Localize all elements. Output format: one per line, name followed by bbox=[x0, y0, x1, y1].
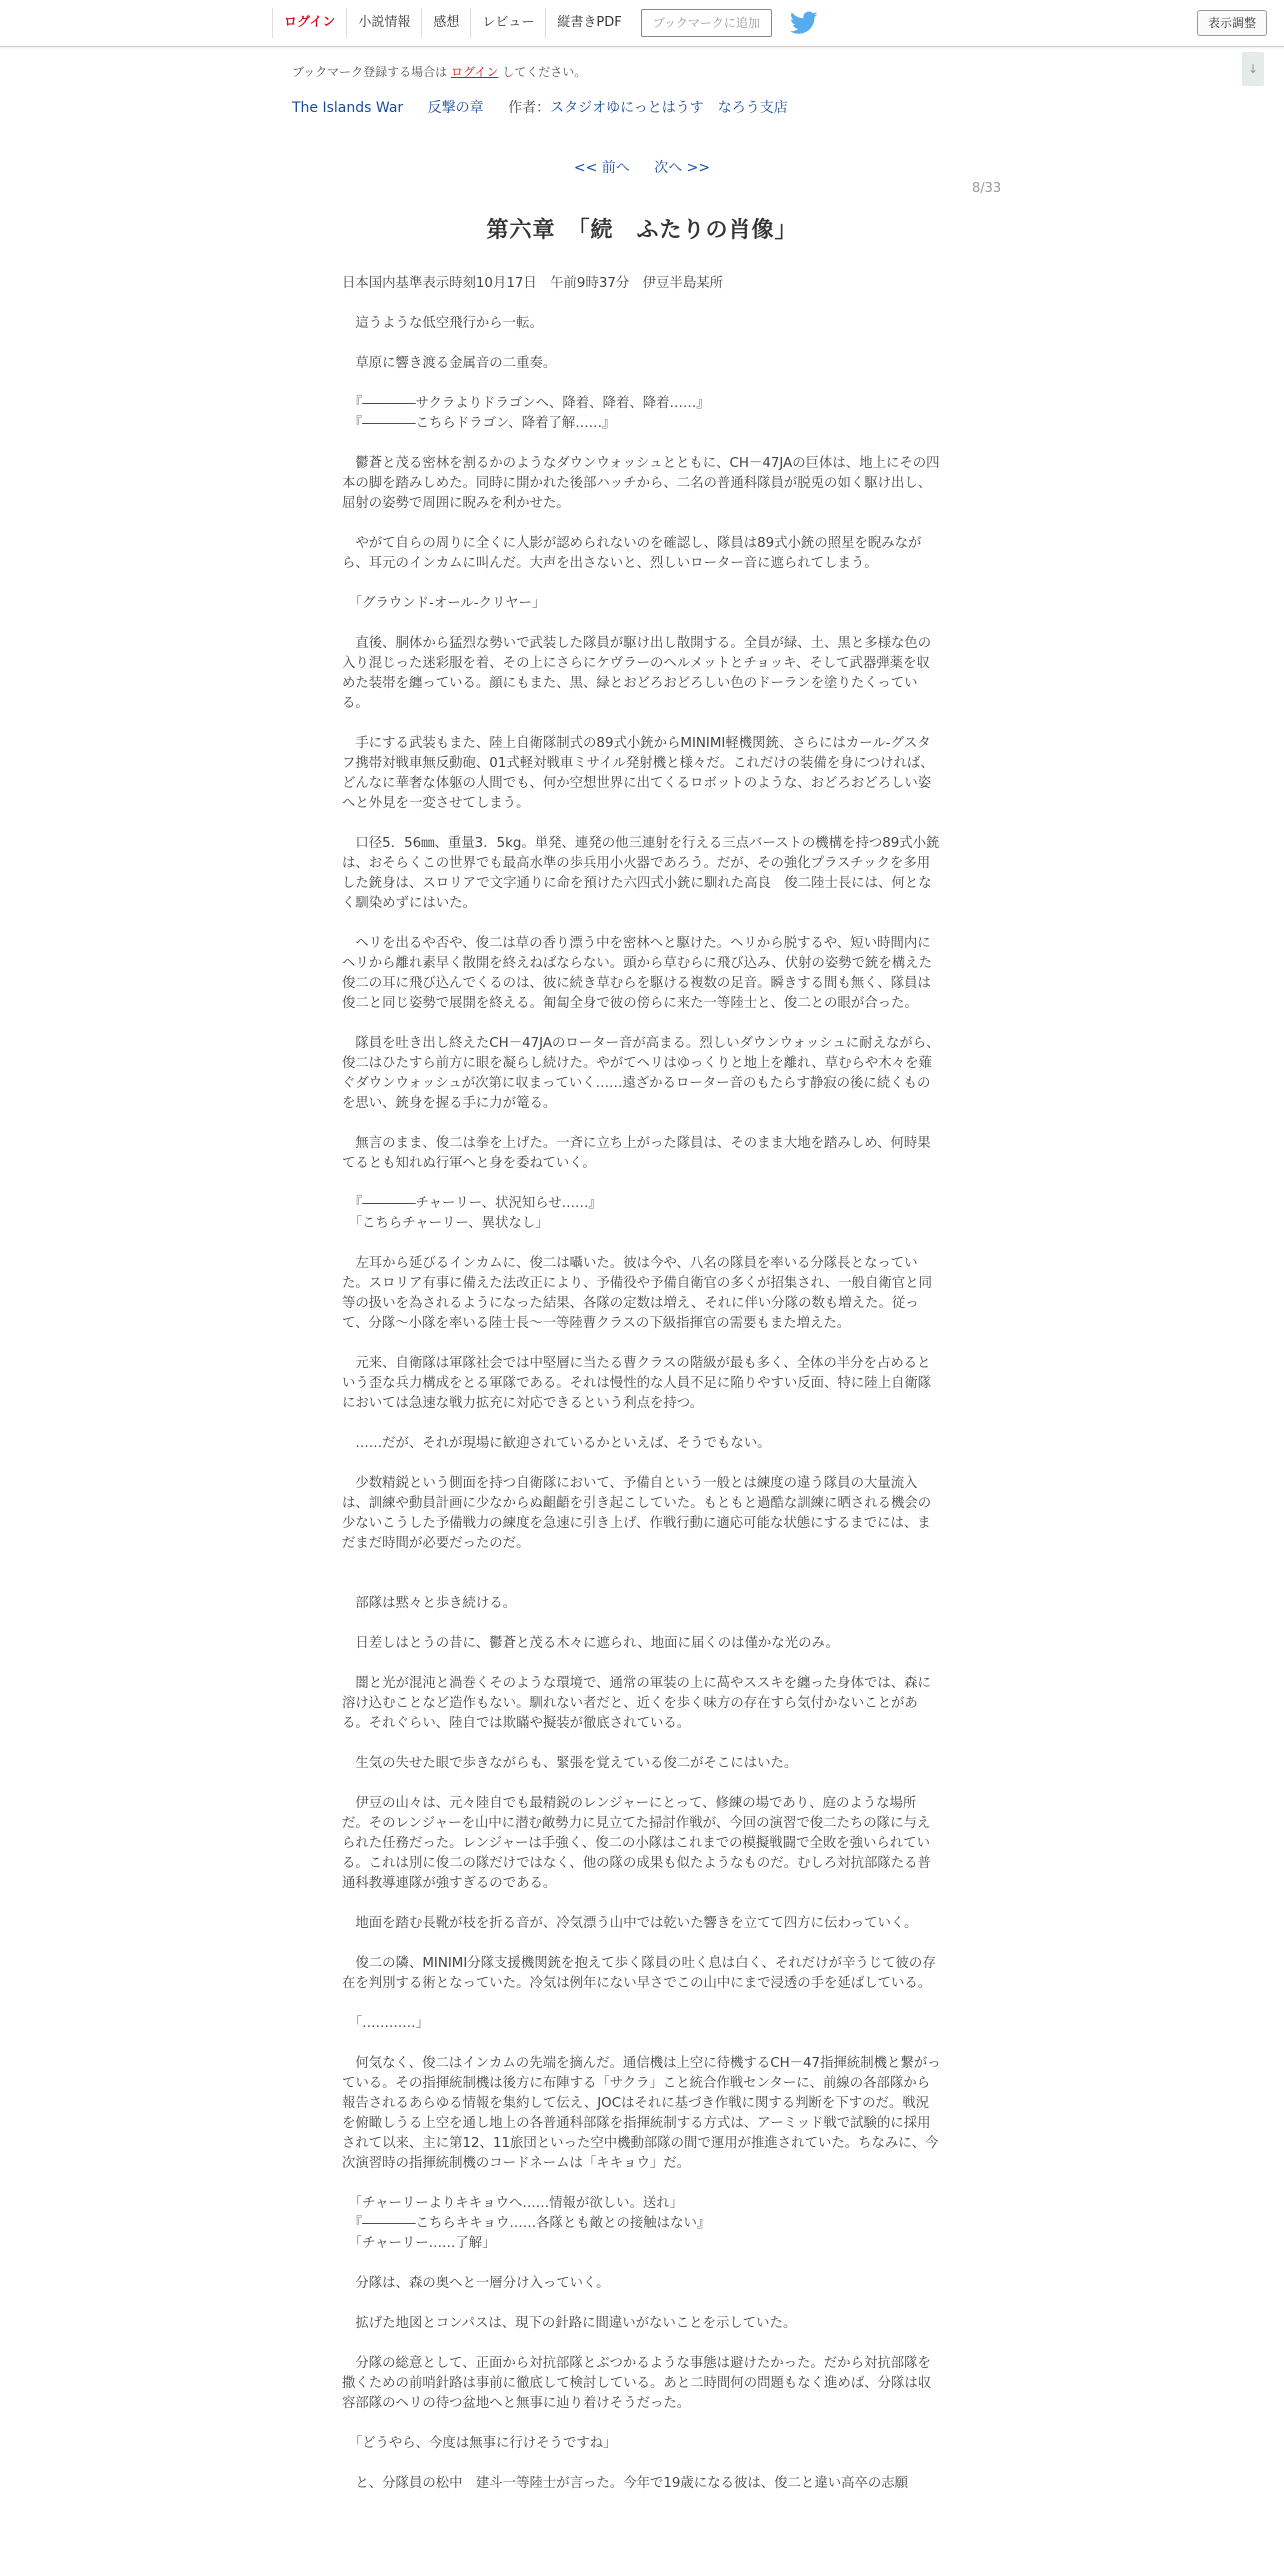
novel-paragraph: 『――――サクラよりドラゴンへ、降着、降着、降着……』 『――――こちらドラゴン、降着了解……』 bbox=[342, 396, 710, 431]
novel-paragraph: 分隊は、森の奥へと一層分け入っていく。 bbox=[342, 2276, 610, 2291]
display-settings-button[interactable]: 表示調整 bbox=[1197, 10, 1267, 36]
login-link[interactable]: ログイン bbox=[451, 65, 499, 79]
nav-review[interactable]: レビュー bbox=[470, 8, 545, 38]
novel-paragraph: 『――――チャーリー、状況知らせ……』 「こちらチャーリー、異状なし」 bbox=[342, 1196, 602, 1231]
nav-login[interactable]: ログイン bbox=[272, 8, 346, 38]
scroll-down-tab[interactable]: ↓ bbox=[1242, 52, 1264, 86]
novel-paragraph: 少数精鋭という側面を持つ自衛隊において、予備自という一般とは練度の違う隊員の大量流入は、訓練や動員計画に少なからぬ齟齬を引き起こしていた。もともと過酷な訓練に晒される機会の少ないこうした予備戦力の練度を急速に引き上げ、作戦行動に適応可能な状態にするまでには、まだまだ時間が必要だったのだ。 bbox=[342, 1476, 932, 1551]
chapter-link[interactable]: 反撃の章 bbox=[427, 100, 484, 116]
novel-paragraph: 無言のまま、俊二は拳を上げた。一斉に立ち上がった隊員は、そのまま大地を踏みしめ、何時果てるとも知れぬ行軍へと身を委ねていく。 bbox=[342, 1136, 931, 1171]
author-label: 作者： bbox=[508, 100, 551, 116]
novel-paragraph: と、分隊員の松中 建斗一等陸士が言った。今年で19歳になる彼は、俊二と違い高卒の志願 bbox=[342, 2476, 909, 2491]
add-bookmark-button[interactable]: ブックマークに追加 bbox=[641, 9, 772, 37]
login-note-prefix: ブックマーク登録する場合は bbox=[292, 65, 448, 79]
novel-paragraph: 「チャーリーよりキキョウへ……情報が欲しい。送れ」 『――――こちらキキョウ……各隊とも敵との接触はない』 「チャーリー……了解」 bbox=[342, 2196, 711, 2251]
novel-paragraph: 日本国内基準表示時刻10月17日 午前9時37分 伊豆半島某所 bbox=[342, 276, 724, 291]
novel-paragraph: 伊豆の山々は、元々陸自でも最精鋭のレンジャーにとって、修練の場であり、庭のような場所だ。そのレンジャーを山中に潜む敵勢力に見立てた掃討作戦が、今回の演習で俊二たちの隊に与えられた任務だった。レンジャーは手強く、俊二の小隊はこれまでの模擬戦闘で全敗を強いられている。これは別に俊二の隊だけではなく、他の隊の成果も似たようなものだ。むしろ対抗部隊たる普通科教導連隊が強すぎるのである。 bbox=[342, 1796, 931, 1891]
novel-body bbox=[342, 274, 942, 2514]
pager bbox=[0, 157, 1284, 177]
novel-paragraph: 部隊は黙々と歩き続ける。 bbox=[342, 1596, 517, 1611]
novel-paragraph: 鬱蒼と茂る密林を割るかのようなダウンウォッシュとともに、CH－47JAの巨体は、地上にその四本の脚を踏みしめた。同時に開かれた後部ハッチから、二名の普通科隊員が脱兎の如く駆け出し、屈射の姿勢で周囲に睨みを利かせた。 bbox=[342, 456, 940, 511]
novel-paragraph: 直後、胴体から猛烈な勢いで武装した隊員が駆け出し散開する。全員が緑、土、黒と多様な色の入り混じった迷彩服を着、その上にさらにケヴラーのヘルメットとチョッキ、そして武器弾薬を収めた装帯を纏っている。顔にもまた、黒、緑とおどろおどろしい色のドーランを塗りたくっている。 bbox=[342, 636, 932, 711]
novel-paragraph: ……だが、それが現場に歓迎されているかといえば、そうでもない。 bbox=[342, 1436, 771, 1451]
series-breadcrumb bbox=[292, 97, 808, 117]
prev-page-link[interactable]: << 前へ bbox=[573, 160, 630, 176]
chapter-title: 第六章 「続 ふたりの肖像」 bbox=[486, 218, 798, 243]
novel-paragraph: 何気なく、俊二はインカムの先端を摘んだ。通信機は上空に待機するCH－47指揮統制機と繋がっている。その指揮統制機は後方に布陣する「サクラ」こと統合作戦センターに、前線の各部隊から報告されるあらゆる情報を集約して伝え、JOCはそれに基づき作戦に関する判断を下すのだ。戦況を俯瞰しうる上空を通し地上の各普通科部隊を指揮統制する方式は、アーミッド戦で試験的に採用されて以来、主に第12、11旅団といった空中機動部隊の間で運用が推進されていた。ちなみに、今次演習時の指揮統制機のコードネームは「キキョウ」だ。 bbox=[342, 2056, 941, 2171]
series-title-link[interactable]: The Islands War bbox=[292, 100, 404, 116]
novel-paragraph: 這うような低空飛行から一転。 bbox=[342, 316, 543, 331]
novel-paragraph: 日差しはとうの昔に、鬱蒼と茂る木々に遮られ、地面に届くのは僅かな光のみ。 bbox=[342, 1636, 840, 1651]
novel-paragraph: 手にする武装もまた、陸上自衛隊制式の89式小銃からMINIMI軽機関銃、さらにはカール-グスタフ携帯対戦車無反動砲、01式軽対戦車ミサイル発射機と様々だ。これだけの装備を身につければ、どんなに華奢な体躯の人間でも、何か空想世界に出てくるロボットのような、おどろおどろしい姿へと外見を一変させてしまう。 bbox=[342, 736, 934, 811]
top-navigation-bar bbox=[0, 0, 1284, 47]
nav-vertical-pdf[interactable]: 縦書きPDF bbox=[545, 8, 632, 38]
novel-paragraph: ヘリを出るや否や、俊二は草の香り漂う中を密林へと駆けた。ヘリから脱するや、短い時間内にヘリから離れ素早く散開を終えねばならない。頭から草むらに飛び込み、伏射の姿勢で銃を構えた俊二の耳に飛び込んでくるのは、彼に続き草むらを駆ける複数の足音。瞬きする間も無く、隊員は俊二と同じ姿勢で展開を終える。匍匐全身で彼の傍らに来た一等陸士と、俊二との眼が合った。 bbox=[342, 936, 932, 1011]
novel-paragraph: 闇と光が混沌と渦巻くそのような環境で、通常の軍装の上に萵やススキを纏った身体では、森に溶け込むことなど造作もない。馴れない者だと、近くを歩く味方の存在すら気付かないことがある。それぐらい、陸自では欺瞞や擬装が徹底されている。 bbox=[342, 1676, 931, 1731]
novel-paragraph: 拡げた地図とコンパスは、現下の針路に間違いがないことを示していた。 bbox=[342, 2316, 797, 2331]
novel-paragraph: 隊員を吐き出し終えたCH－47JAのローター音が高まる。烈しいダウンウォッシュに耐えながら、俊二はひたすら前方に眼を凝らし続けた。やがてヘリはゆっくりと地上を離れ、草むらや木々を薙ぐダウンウォッシュが次第に収まっていく……遠ざかるローター音のもたらす静寂の後に続くものを思い、銃身を握る手に力が篭る。 bbox=[342, 1036, 940, 1111]
novel-paragraph: 生気の失せた眼で歩きながらも、緊張を覚えている俊二がそこにはいた。 bbox=[342, 1756, 798, 1771]
novel-paragraph: 俊二の隣、MINIMI分隊支援機関銃を抱えて歩く隊員の吐く息は白く、それだけが辛うじて彼の存在を判別する術となっていた。冷気は例年にない早さでこの山中にまで浸透の手を延ばしている。 bbox=[342, 1956, 936, 1991]
top-nav bbox=[272, 0, 818, 46]
novel-paragraph: 「グラウンド-オール-クリヤー」 bbox=[342, 596, 546, 611]
novel-paragraph: 地面を踏む長靴が枝を折る音が、冷気漂う山中では乾いた響きを立てて四方に伝わっていく。 bbox=[342, 1916, 918, 1931]
next-page-link[interactable]: 次へ >> bbox=[654, 160, 711, 176]
novel-paragraph: 「…………」 bbox=[342, 2016, 430, 2031]
author-link[interactable]: スタジオゆにっとはうす なろう支店 bbox=[550, 100, 788, 116]
twitter-icon[interactable] bbox=[790, 11, 818, 35]
nav-novel-info[interactable]: 小説情報 bbox=[346, 8, 421, 38]
novel-paragraph: 分隊の総意として、正面から対抗部隊とぶつかるような事態は避けたかった。だから対抗部隊を撒くための前哨針路は事前に徹底して検討している。あと二時間何の問題もなく進めば、分隊は収容部隊のヘリの待つ盆地へと無事に辿り着けそうだった。 bbox=[342, 2356, 932, 2411]
novel-paragraph: 「どうやら、今度は無事に行けそうですね」 bbox=[342, 2436, 617, 2451]
novel-paragraph: 元来、自衛隊は軍隊社会では中堅層に当たる曹クラスの階級が最も多く、全体の半分を占めるという歪な兵力構成をとる軍隊である。それは慢性的な人員不足に陥りやすい反面、特に陸上自衛隊においては急速な戦力拡充に対応できるという利点を持つ。 bbox=[342, 1356, 932, 1411]
novel-paragraph: やがて自らの周りに全くに人影が認められないのを確認し、隊員は89式小銃の照星を睨みながら、耳元のインカムに叫んだ。大声を出さないと、烈しいローター音に遮られてしまう。 bbox=[342, 536, 922, 571]
login-note-suffix: してください。 bbox=[502, 65, 587, 79]
novel-paragraph: 口径5．56㎜、重量3．5kg。単発、連発の他三連射を行える三点バーストの機構を持つ89式小銃は、おそらくこの世界でも最高水準の歩兵用小火器であろう。だが、その強化プラスチックを多用した銃身は、スロリアで文字通りに命を預けた六四式小銃に馴れた高良 俊二陸士長には、何となく馴染めずにはいた。 bbox=[342, 836, 940, 911]
novel-paragraph: 草原に響き渡る金属音の二重奏。 bbox=[342, 356, 557, 371]
page-count: 8/33 bbox=[972, 181, 1002, 196]
nav-impressions[interactable]: 感想 bbox=[421, 8, 470, 38]
novel-paragraph: 左耳から延びるインカムに、俊二は囁いた。彼は今や、八名の隊員を率いる分隊長となっていた。スロリア有事に備えた法改正により、予備役や予備自衛官の多くが招集され、一般自衛官と同等の扱いを為されるようになった結果、各隊の定数は増え、それに伴い分隊の数も増えた。従って、分隊～小隊を率いる陸士長～一等陸曹クラスの下級指揮官の需要もまた増えた。 bbox=[342, 1256, 932, 1331]
login-note bbox=[292, 63, 586, 80]
